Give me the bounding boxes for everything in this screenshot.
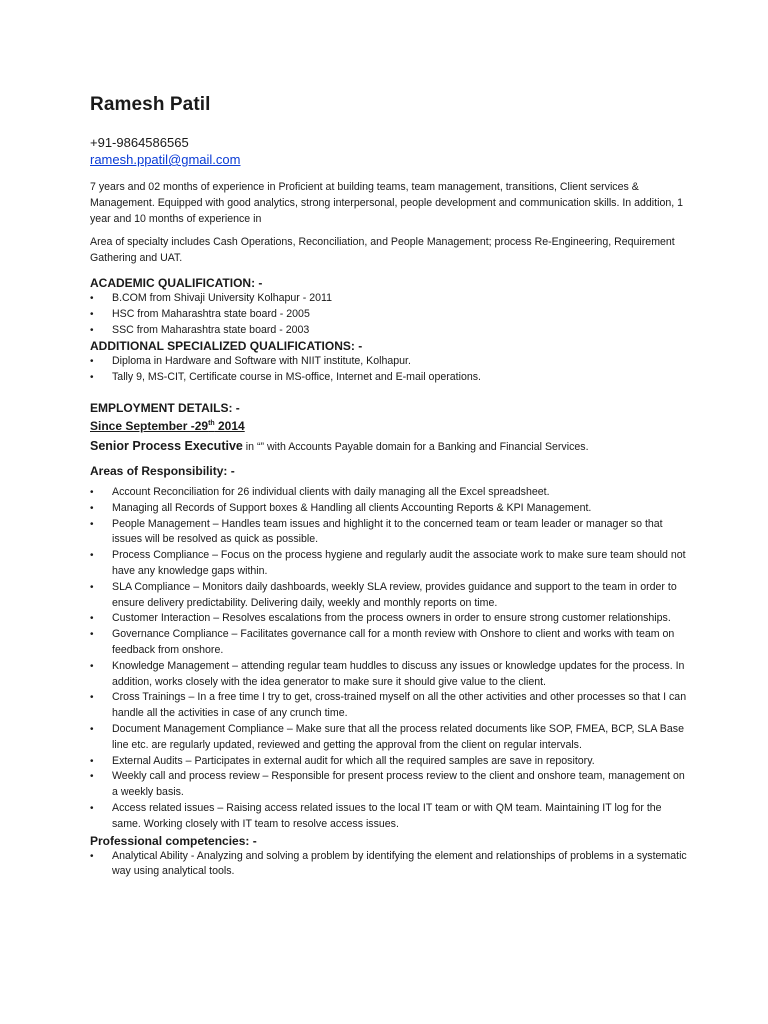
bullet-icon: •	[90, 755, 94, 767]
employment-heading: EMPLOYMENT DETAILS: -	[90, 400, 240, 415]
list-item: • Access related issues – Raising access related issues to the local IT team or with QM team. Maintaining IT log for the same. Working closely with IT team to resolve access issues.	[90, 801, 662, 830]
bullet-icon: •	[90, 723, 94, 735]
responsibilities-heading: Areas of Responsibility: -	[90, 463, 235, 478]
list-item: • Weekly call and process review – Responsible for present process review to the client and onshore team, management on a weekly basis.	[90, 770, 685, 799]
list-item: • Account Reconciliation for 26 individual clients with daily managing all the Excel spreadsheet.	[90, 485, 690, 501]
list-item: • People Management – Handles team issues and highlight it to the concerned team or team leader or manager so that issues will be resolved as quick as possible.	[90, 517, 663, 546]
bullet-icon: •	[90, 771, 94, 783]
competencies-list	[90, 849, 690, 881]
list-item: • Analytical Ability - Analyzing and solving a problem by identifying the element and relationships of problems in a systematic way using analytical tools.	[90, 849, 687, 878]
additional-qualifications-list	[90, 354, 690, 386]
bullet-icon: •	[90, 613, 94, 625]
bullet-icon: •	[90, 581, 94, 593]
bullet-icon: •	[90, 324, 94, 336]
email-link[interactable]: ramesh.ppatil@gmail.com	[90, 152, 241, 167]
academic-list	[90, 291, 690, 338]
list-item: • Customer Interaction – Resolves escalations from the process owners in order to ensure strong customer relationships.	[90, 611, 690, 627]
bullet-icon: •	[90, 356, 94, 368]
bullet-icon: •	[90, 372, 94, 384]
bullet-icon: •	[90, 292, 94, 304]
list-item: • Document Management Compliance – Make sure that all the process related documents like SOP, FMEA, BCP, SLA Base line etc. are regularly updated, reviewed and getting the approval from the client on regular intervals.	[90, 722, 684, 751]
list-item: • Diploma in Hardware and Software with NIIT institute, Kolhapur.	[90, 354, 690, 370]
bullet-icon: •	[90, 850, 94, 862]
list-item: • Process Compliance – Focus on the process hygiene and regularly audit the associate work to make sure team should not have any knowledge gaps within.	[90, 549, 686, 577]
list-item: • B.COM from Shivaji University Kolhapur - 2011	[90, 291, 690, 307]
list-item: • Knowledge Management – attending regular team huddles to discuss any issues or knowledge updates for the process. In addition, works closely with the idea generator to make sure it should give value to the client.	[90, 659, 685, 688]
academic-heading: ACADEMIC QUALIFICATION: -	[90, 275, 263, 290]
bullet-icon: •	[90, 308, 94, 320]
list-item: • SSC from Maharashtra state board - 2003	[90, 323, 690, 339]
resume-content	[90, 94, 690, 880]
responsibilities-list	[90, 485, 690, 833]
bullet-icon: •	[90, 802, 94, 814]
list-item: • SLA Compliance – Monitors daily dashboards, weekly SLA review, provides guidance and support to the team in order to ensure delivery predictability. Delivering daily, weekly and monthly reports on time.	[90, 580, 677, 609]
summary-paragraph-1: 7 years and 02 months of experience in Proficient at building teams, team management, transitions, Client services & Management. Equipped with good analytics, strong interpersonal, people development and communication skills. In addition, 1 year and 10 months of experience in	[90, 181, 684, 225]
bullet-icon: •	[90, 486, 94, 498]
bullet-icon: •	[90, 629, 94, 641]
list-item: • Cross Trainings – In a free time I try to get, cross-trained myself on all the other activities and other processes so that I can handle all the activities in case of any crunch time.	[90, 691, 687, 720]
bullet-icon: •	[90, 660, 94, 672]
competencies-heading: Professional competencies: -	[90, 833, 257, 848]
additional-qualifications-heading: ADDITIONAL SPECIALIZED QUALIFICATIONS: -	[90, 339, 363, 354]
bullet-icon: •	[90, 502, 94, 514]
list-item: • Tally 9, MS-CIT, Certificate course in MS-office, Internet and E-mail operations.	[90, 370, 690, 386]
role-description: Senior Process Executive in “” with Accounts Payable domain for a Banking and Financial Services.	[90, 438, 589, 453]
role-title: Senior Process Executive	[90, 438, 243, 453]
list-item: • Governance Compliance – Facilitates governance call for a month review with Onshore to client and works with team on feedback from onshore.	[90, 628, 675, 656]
employment-start-date: Since September -29th 2014	[90, 418, 245, 433]
bullet-icon: •	[90, 518, 94, 530]
list-item: • HSC from Maharashtra state board - 2005	[90, 307, 690, 323]
candidate-name: Ramesh Patil	[90, 94, 211, 115]
list-item: • Managing all Records of Support boxes & Handling all clients Accounting Reports & KPI Management.	[90, 501, 690, 517]
list-item: • External Audits – Participates in external audit for which all the required samples are save in repository.	[90, 754, 690, 770]
phone-number: +91-9864586565	[90, 135, 189, 150]
bullet-icon: •	[90, 692, 94, 704]
summary-paragraph-2: Area of specialty includes Cash Operations, Reconciliation, and People Management; process Re-Engineering, Requirement Gathering and UAT.	[90, 236, 675, 265]
bullet-icon: •	[90, 550, 94, 562]
